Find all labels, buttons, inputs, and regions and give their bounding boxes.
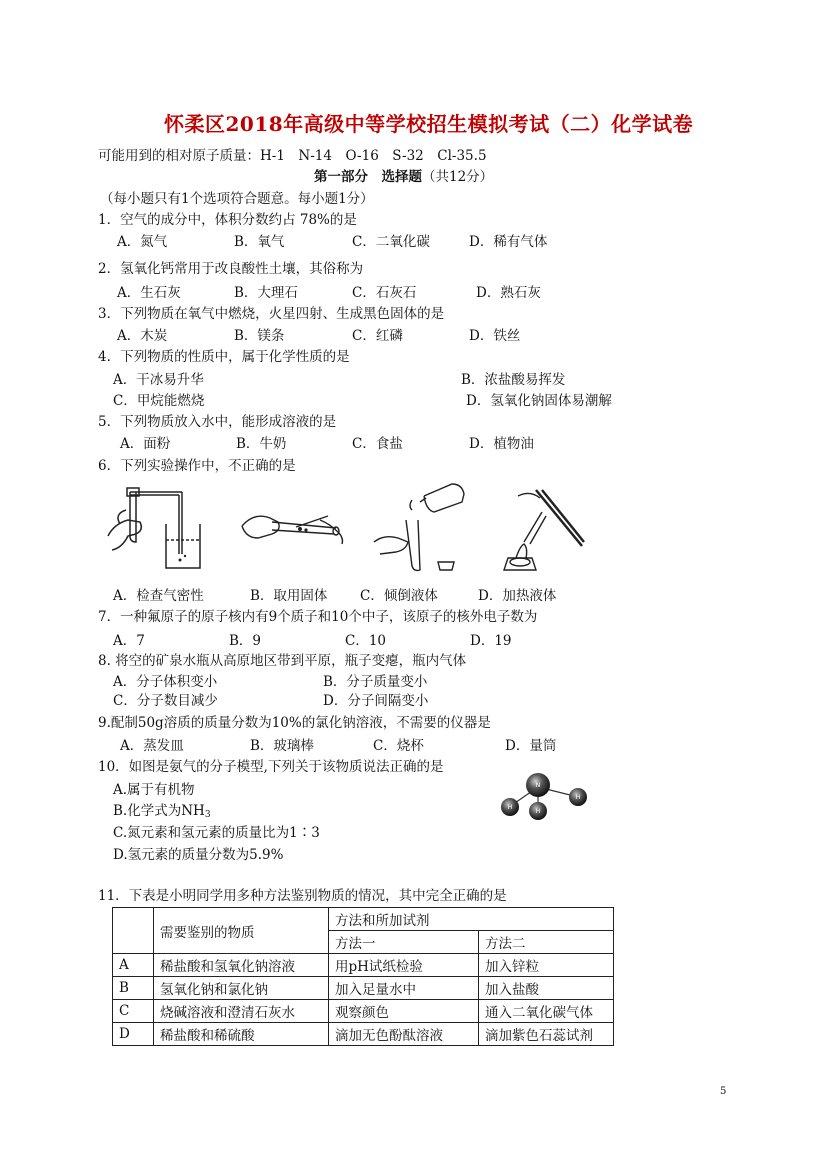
section-title: 第一部分 选择题 bbox=[314, 169, 422, 185]
question-1-stem: 1．空气的成分中，体积分数约占 78%的是 bbox=[98, 212, 357, 228]
q1-option-b: B．氧气 bbox=[234, 234, 285, 250]
header-method-1: 方法一 bbox=[329, 931, 479, 954]
q10-option-a: A.属于有机物 bbox=[113, 782, 195, 798]
q4-option-b: B．浓盐酸易挥发 bbox=[461, 372, 566, 388]
row-method-1: 观察颜色 bbox=[329, 1000, 479, 1023]
row-substance: 烧碱溶液和澄清石灰水 bbox=[154, 1000, 329, 1023]
question-5-stem: 5．下列物质放入水中，能形成溶液的是 bbox=[98, 414, 337, 430]
atom-label-n: N bbox=[535, 782, 541, 789]
q8-option-a: A．分子体积变小 bbox=[113, 674, 218, 690]
page-title: 怀柔区2018年高级中等学校招生模拟考试（二）化学试卷 bbox=[164, 112, 694, 136]
question-3-stem: 3．下列物质在氧气中燃烧，火星四射、生成黑色固体的是 bbox=[98, 306, 445, 322]
q4-option-a: A．干冰易升华 bbox=[113, 372, 204, 388]
solid-sampling-illustration bbox=[238, 508, 348, 548]
q10-option-c: C.氮元素和氢元素的质量比为1∶3 bbox=[113, 825, 320, 841]
question-2-stem: 2．氢氧化钙常用于改良酸性土壤，其俗称为 bbox=[98, 261, 364, 277]
q10-option-b-text: B.化学式为NH bbox=[113, 803, 205, 819]
section-total: （共12分） bbox=[422, 169, 494, 185]
atom-label-h2: H bbox=[575, 794, 581, 801]
header-method-2: 方法二 bbox=[479, 931, 614, 954]
question-4-stem: 4．下列物质的性质中，属于化学性质的是 bbox=[98, 349, 350, 365]
row-label: C bbox=[113, 1000, 154, 1023]
q5-option-d: D．植物油 bbox=[469, 436, 534, 452]
table-header-row bbox=[113, 908, 614, 931]
liquid-heating-illustration bbox=[496, 486, 588, 578]
table-row bbox=[113, 954, 614, 977]
q9-option-a: A．蒸发皿 bbox=[120, 738, 184, 754]
question-7-stem: 7．一种氟原子的原子核内有9个质子和10个中子，该原子的核外电子数为 bbox=[98, 609, 538, 625]
section-note: （每小题只有1个选项符合题意。每小题1分） bbox=[100, 191, 374, 207]
q6-option-a: A．检查气密性 bbox=[113, 588, 204, 604]
q2-option-a: A．生石灰 bbox=[117, 285, 181, 301]
row-substance: 稀盐酸和氢氧化钠溶液 bbox=[154, 954, 329, 977]
q7-option-c: C．10 bbox=[345, 633, 387, 649]
q8-option-d: D．分子间隔变小 bbox=[323, 693, 429, 709]
row-method-1: 加入足量水中 bbox=[329, 977, 479, 1000]
q9-option-c: C．烧杯 bbox=[373, 738, 424, 754]
q7-option-b: B．9 bbox=[229, 633, 262, 649]
q9-option-d: D．量筒 bbox=[505, 738, 557, 754]
q1-option-c: C．二氧化碳 bbox=[352, 234, 430, 250]
ammonia-molecule-model bbox=[492, 765, 592, 825]
q3-option-c: C．红磷 bbox=[352, 328, 403, 344]
q2-option-d: D．熟石灰 bbox=[476, 285, 541, 301]
liquid-pouring-illustration bbox=[368, 480, 468, 576]
q6-option-c: C．倾倒液体 bbox=[360, 588, 438, 604]
question-11-stem: 11．下表是小明同学用多种方法鉴别物质的情况，其中完全正确的是 bbox=[98, 888, 507, 904]
q5-option-a: A．面粉 bbox=[120, 436, 171, 452]
table-row bbox=[113, 1000, 614, 1023]
q5-option-c: C．食盐 bbox=[352, 436, 403, 452]
q1-option-a: A．氮气 bbox=[117, 234, 168, 250]
atom-label-h1: H bbox=[507, 804, 513, 811]
q3-option-b: B．镁条 bbox=[234, 328, 285, 344]
row-method-2: 加入盐酸 bbox=[479, 977, 614, 1000]
row-method-2: 通入二氧化碳气体 bbox=[479, 1000, 614, 1023]
q4-option-c: C．甲烷能燃烧 bbox=[113, 393, 205, 409]
atom-label-h3: H bbox=[535, 808, 541, 815]
row-method-2: 滴加紫色石蕊试剂 bbox=[479, 1023, 614, 1046]
q8-option-b: B．分子质量变小 bbox=[323, 674, 428, 690]
q2-option-b: B．大理石 bbox=[234, 285, 298, 301]
table-row bbox=[113, 977, 614, 1000]
airtightness-check-illustration bbox=[100, 484, 210, 574]
section-heading bbox=[314, 165, 493, 185]
row-substance: 稀盐酸和稀硫酸 bbox=[154, 1023, 329, 1046]
row-method-2: 加入锌粒 bbox=[479, 954, 614, 977]
q8-option-c: C．分子数目减少 bbox=[113, 693, 218, 709]
question-6-stem: 6．下列实验操作中，不正确的是 bbox=[98, 458, 296, 474]
q10-option-d: D.氢元素的质量分数为5.9% bbox=[113, 847, 284, 863]
row-substance: 氢氧化钠和氯化钠 bbox=[154, 977, 329, 1000]
q3-option-d: D．铁丝 bbox=[469, 328, 521, 344]
q1-option-d: D．稀有气体 bbox=[469, 234, 548, 250]
header-empty-cell bbox=[113, 908, 154, 954]
q2-option-c: C．石灰石 bbox=[352, 285, 417, 301]
q9-option-b: B．玻璃棒 bbox=[250, 738, 314, 754]
row-method-1: 用pH试纸检验 bbox=[329, 954, 479, 977]
q7-option-d: D．19 bbox=[470, 633, 512, 649]
row-label: A bbox=[113, 954, 154, 977]
page-number: 5 bbox=[720, 1086, 727, 1097]
question-9-stem: 9.配制50g溶质的质量分数为10%的氯化钠溶液，不需要的仪器是 bbox=[98, 715, 491, 731]
row-method-1: 滴加无色酚酞溶液 bbox=[329, 1023, 479, 1046]
question-8-stem: 8. 将空的矿泉水瓶从高原地区带到平原，瓶子变瘪，瓶内气体 bbox=[98, 653, 467, 669]
header-methods: 方法和所加试剂 bbox=[329, 908, 614, 931]
q11-table bbox=[112, 907, 614, 1046]
q4-option-d: D．氢氧化钠固体易潮解 bbox=[466, 393, 612, 409]
row-label: D bbox=[113, 1023, 154, 1046]
q6-option-d: D．加热液体 bbox=[478, 588, 557, 604]
q10-option-b bbox=[113, 799, 211, 820]
q10-option-b-subscript: 3 bbox=[204, 810, 211, 820]
table-row bbox=[113, 1023, 614, 1046]
q6-option-b: B．取用固体 bbox=[250, 588, 328, 604]
question-10-stem: 10．如图是氨气的分子模型,下列关于该物质说法正确的是 bbox=[98, 759, 444, 775]
q7-option-a: A．7 bbox=[113, 633, 145, 649]
row-label: B bbox=[113, 977, 154, 1000]
atomic-masses: 可能用到的相对原子质量：H-1 N-14 O-16 S-32 Cl-35.5 bbox=[98, 148, 487, 164]
header-substance: 需要鉴别的物质 bbox=[154, 908, 329, 954]
q5-option-b: B．牛奶 bbox=[236, 436, 287, 452]
q3-option-a: A．木炭 bbox=[117, 328, 168, 344]
